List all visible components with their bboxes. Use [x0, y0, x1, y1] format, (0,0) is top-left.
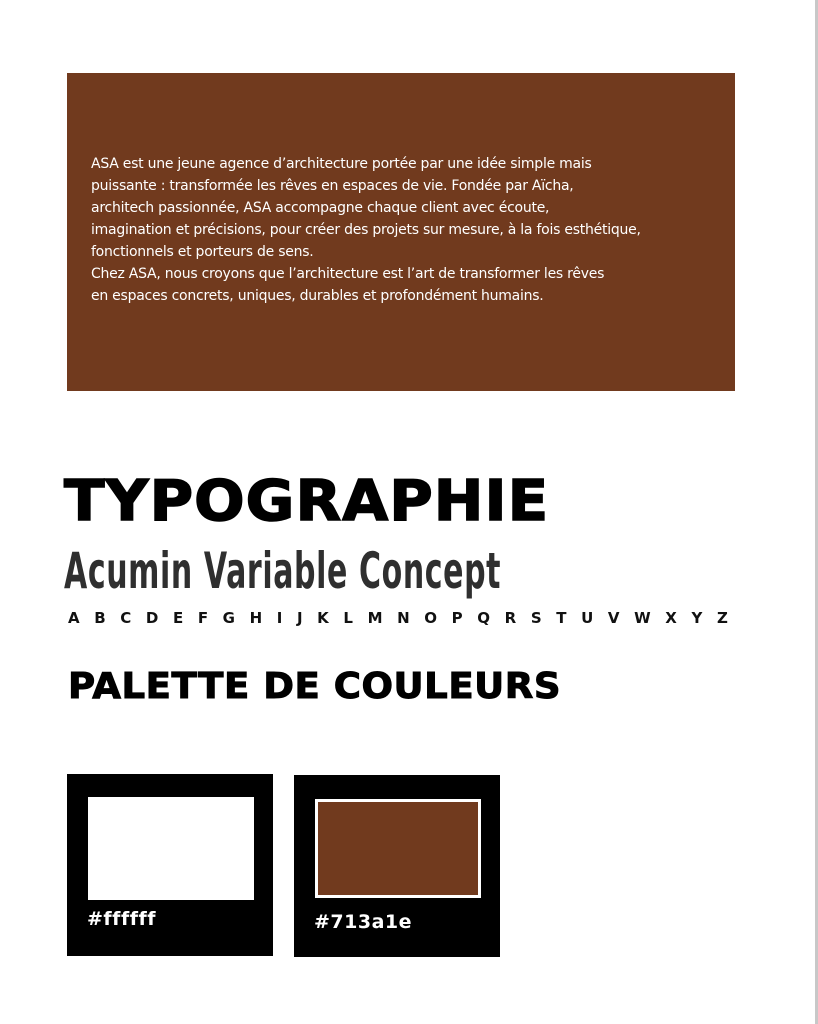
alphabet-letter: K [317, 609, 329, 627]
swatch-color-white [88, 797, 254, 900]
alphabet-letter: N [397, 609, 410, 627]
color-swatch-brown [294, 775, 500, 957]
alphabet-letter: Y [691, 609, 703, 627]
alphabet-letter: A [68, 609, 80, 627]
alphabet-letter: C [120, 609, 132, 627]
font-name: Acumin Variable Concept [64, 542, 502, 600]
alphabet-letter: O [424, 609, 438, 627]
alphabet-letter: F [197, 609, 209, 627]
alphabet-letter: H [249, 609, 263, 627]
alphabet-letter: T [556, 609, 567, 627]
swatch-color-brown [315, 799, 481, 898]
palette-heading: PALETTE DE COULEURS [68, 666, 562, 707]
swatch-label-white: #ffffff [87, 908, 157, 930]
color-swatch-white [67, 774, 273, 956]
alphabet-row [68, 608, 728, 628]
alphabet-letter: M [367, 609, 383, 627]
alphabet-letter: R [504, 609, 517, 627]
alphabet-letter: B [94, 609, 106, 627]
swatch-label-brown: #713a1e [314, 911, 413, 933]
alphabet-letter: S [530, 609, 542, 627]
alphabet-letter: W [634, 609, 651, 627]
alphabet-letter: X [665, 609, 677, 627]
alphabet-letter: P [451, 609, 463, 627]
intro-box [67, 73, 735, 391]
alphabet-letter: D [145, 609, 159, 627]
alphabet-letter: G [222, 609, 235, 627]
alphabet-letter: L [343, 609, 353, 627]
alphabet-letter: Z [716, 609, 728, 627]
alphabet-letter: J [296, 609, 303, 627]
typography-heading: TYPOGRAPHIE [64, 469, 550, 534]
alphabet-letter: U [581, 609, 594, 627]
alphabet-letter: I [276, 609, 283, 627]
alphabet-letter: V [607, 609, 620, 627]
alphabet-letter: Q [477, 609, 491, 627]
intro-text: ASA est une jeune agence d’architecture portée par une idée simple mais puissante : transformée les rêves en espaces de vie. Fondée par Aïcha, architech passionnée, ASA accompagne chaque client avec écoute, imagination et précisions, pour créer des projets sur mesure, à la fois esthétique, fonctionnels et porteurs de sens. Chez ASA, nous croyons que l’architecture est l’art de transformer les rêves en espaces concrets, uniques, durables et profondément humains. [91, 156, 641, 304]
alphabet-letter: E [172, 609, 184, 627]
